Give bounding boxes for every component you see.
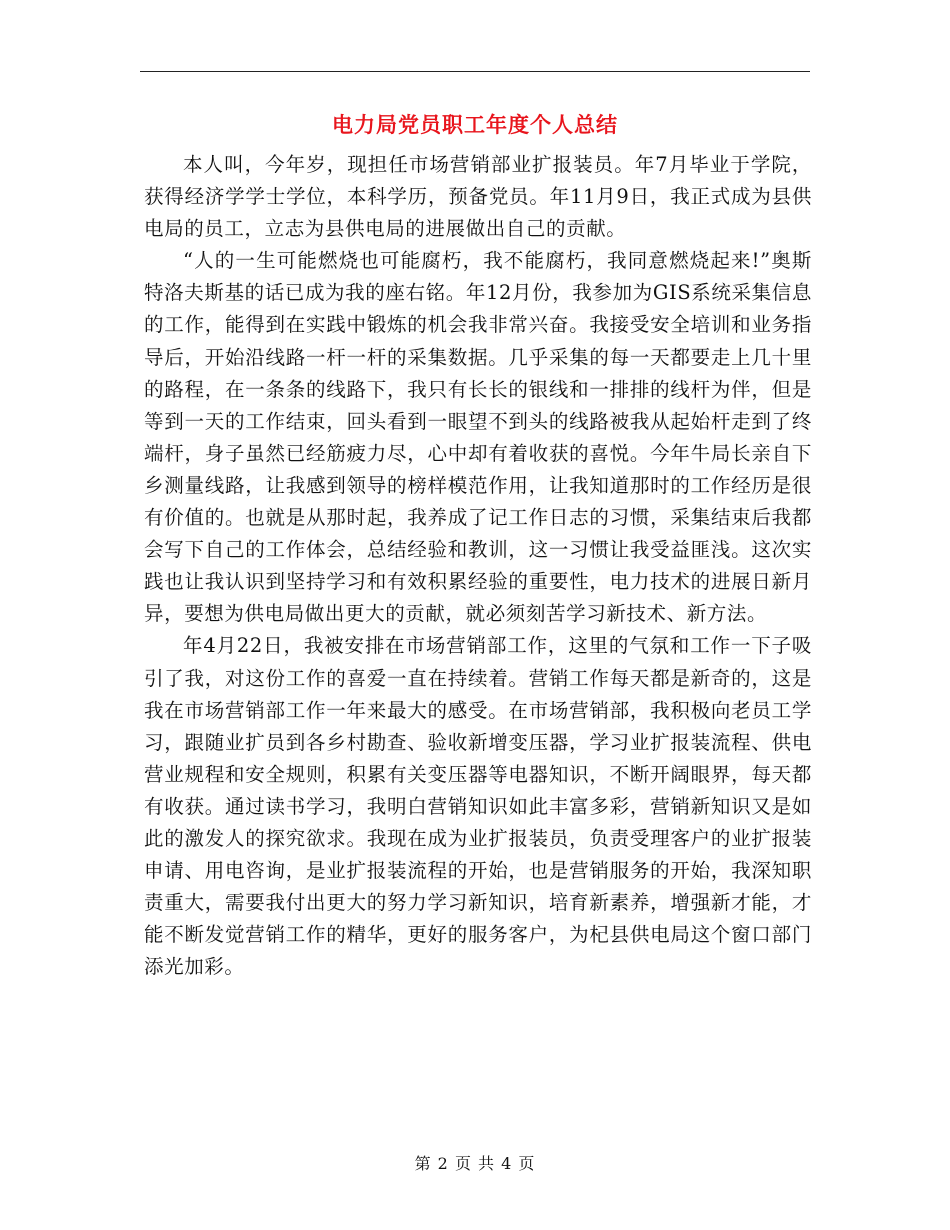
paragraph-2: “人的一生可能燃烧也可能腐朽，我不能腐朽，我同意燃烧起来!”奥斯特洛夫斯基的话已成为我的座右铭。年12月份，我参加为GIS系统采集信息的工作，能得到在实践中锻炼的机会我非常兴奋。我接受安全培训和业务指导后，开始沿线路一杆一杆的采集数据。几乎采集的每一天都要走上几十里的路程，在一条条的线路下，我只有长长的银线和一排排的线杆为伴，但是等到一天的工作结束，回头看到一眼望不到头的线路被我从起始杆走到了终端杆，身子虽然已经筋疲力尽，心中却有着收获的喜悦。今年牛局长亲自下乡测量线路，让我感到领导的榜样模范作用，让我知道那时的工作经历是很有价值的。也就是从那时起，我养成了记工作日志的习惯，采集结束后我都会写下自己的工作体会，总结经验和教训，这一习惯让我受益匪浅。这次实践也让我认识到坚持学习和有效积累经验的重要性，电力技术的进展日新月异，要想为供电局做出更大的贡献，就必须刻苦学习新技术、新方法。 [144, 249, 812, 626]
paragraph-3: 年4月22日，我被安排在市场营销部工作，这里的气氛和工作一下子吸引了我，对这份工作的喜爱一直在持续着。营销工作每天都是新奇的，这是我在市场营销部工作一年来最大的感受。在市场营销部，我积极向老员工学习，跟随业扩员到各乡村勘查、验收新增变压器，学习业扩报装流程、供电营业规程和安全规则，积累有关变压器等电器知识，不断开阔眼界，每天都有收获。通过读书学习，我明白营销知识如此丰富多彩，营销新知识又是如此的激发人的探究欲求。我现在成为业扩报装员，负责受理客户的业扩报装申请、用电咨询，是业扩报装流程的开始，也是营销服务的开始，我深知职责重大，需要我付出更大的努力学习新知识，培育新素养，增强新才能，才能不断发觉营销工作的精华，更好的服务客户，为杞县供电局这个窗口部门添光加彩。 [144, 634, 812, 979]
document-body [144, 149, 812, 983]
document-title: 电力局党员职工年度个人总结 [332, 112, 618, 137]
page-number-footer: 第 2 页 共 4 页 [414, 1154, 536, 1173]
header-rule [140, 71, 810, 72]
paragraph-1: 本人叫，今年岁，现担任市场营销部业扩报装员。年7月毕业于学院，获得经济学学士学位，本科学历，预备党员。年11月9日，我正式成为县供电局的员工，立志为县供电局的进展做出自己的贡献。 [144, 153, 812, 241]
